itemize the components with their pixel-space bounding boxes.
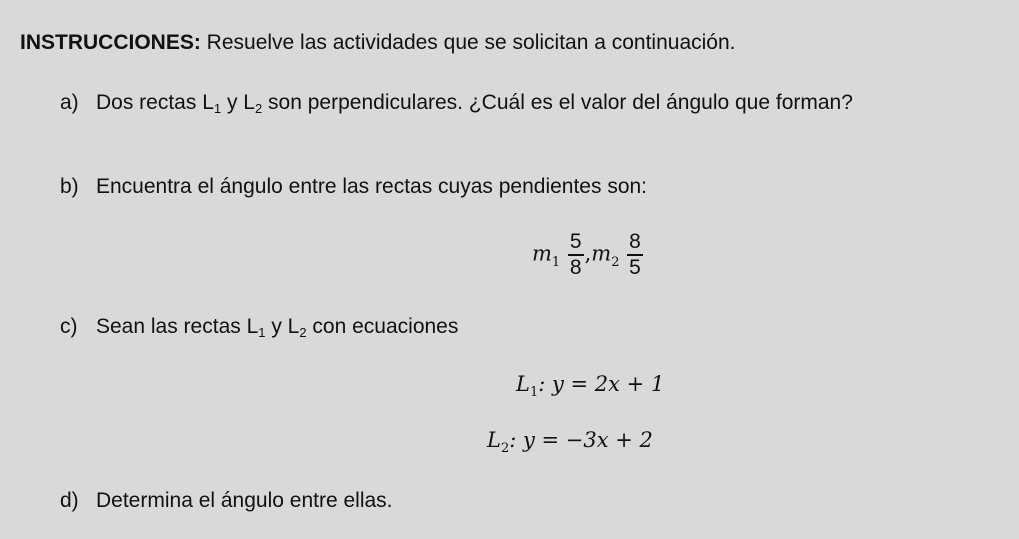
item-d (60, 488, 393, 514)
item-b-label: b) (60, 175, 79, 198)
item-d-text: Determina el ángulo entre ellas. (96, 489, 393, 512)
item-c-text-1: Sean las rectas L (96, 315, 259, 338)
item-c-text-3: con ecuaciones (306, 315, 459, 338)
slope-m2-numerator: 8 (627, 230, 643, 256)
slope-separator: , (584, 241, 592, 266)
item-a-sub-2: 2 (254, 101, 263, 116)
slope-m2-sub: 2 (611, 254, 620, 270)
instructions-line (20, 30, 736, 56)
equation-l2-sub: 2 (500, 441, 510, 456)
item-a (60, 90, 853, 122)
slope-m1-sub: 1 (551, 254, 561, 270)
item-a-text-2: y L (221, 91, 255, 114)
item-a-sub-1: 1 (213, 101, 222, 116)
item-c-label: c) (60, 315, 78, 338)
slope-m1-symbol: m (532, 241, 552, 266)
slope-m2-fraction (627, 230, 643, 280)
equation-l2-name: L (487, 428, 501, 452)
item-b (60, 174, 647, 200)
item-a-text-1: Dos rectas L (96, 91, 214, 114)
slope-m1-numerator: 5 (568, 230, 584, 256)
item-a-label: a) (60, 91, 79, 114)
item-c-text-2: y L (265, 315, 300, 338)
item-c (60, 314, 458, 346)
equation-l1 (516, 372, 665, 400)
slope-m1-denominator: 8 (569, 256, 582, 279)
slope-m1-fraction (568, 230, 584, 280)
slope-m2-symbol: m (591, 241, 612, 266)
item-a-text-3: son perpendiculares. ¿Cuál es el valor del ángulo que forman? (262, 91, 853, 114)
equation-l2-expression: : y = −3x + 2 (509, 428, 653, 452)
slope-m2-denominator: 5 (629, 256, 641, 279)
equation-l1-name: L (516, 372, 530, 396)
instructions-heading: INSTRUCCIONES: (20, 31, 201, 54)
equation-l1-expression: : y = 2x + 1 (538, 372, 665, 396)
item-c-sub-1: 1 (258, 325, 266, 340)
instructions-text: Resuelve las actividades que se solicitan a continuación. (200, 31, 736, 54)
equation-l2 (487, 428, 653, 456)
item-c-sub-2: 2 (299, 325, 307, 340)
slopes-formula (532, 230, 644, 280)
item-d-label: d) (60, 489, 79, 512)
equation-l1-sub: 1 (529, 385, 539, 400)
item-b-text: Encuentra el ángulo entre las rectas cuyas pendientes son: (96, 175, 648, 198)
